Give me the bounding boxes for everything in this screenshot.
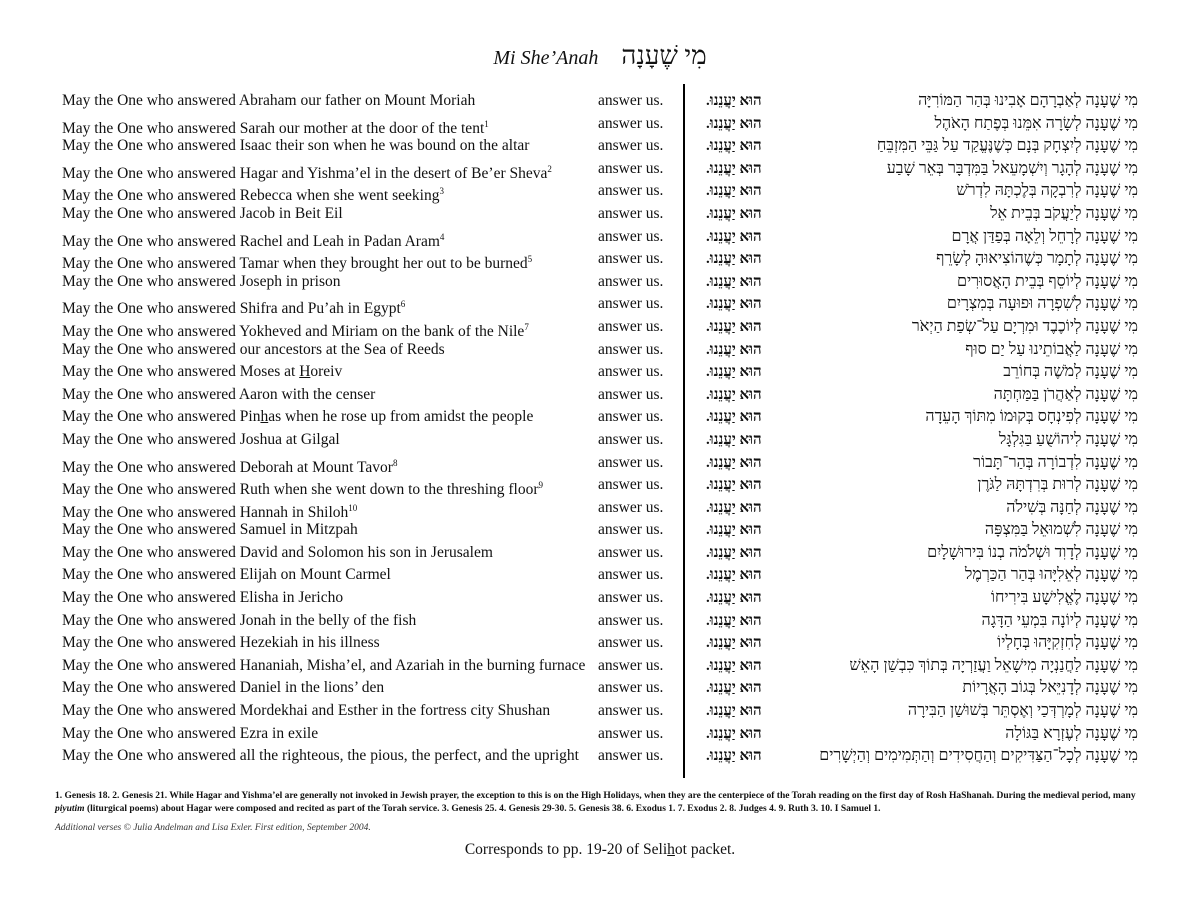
- verse-english: [62, 406, 533, 428]
- verse-row: [0, 610, 1200, 633]
- response-english: answer us.: [598, 679, 664, 697]
- response-english: answer us.: [598, 295, 664, 313]
- response-hebrew: הוּא יַעֲנֵנוּ.: [706, 318, 762, 335]
- footnotes-part2: (liturgical poems) about Hagar were composed and recited as part of the Torah service. 3. Genesis 25. 4. Genesis 29-30. 5. Genesis 38. 6. Exodus 1. 7. Exodus 2. 8. Judges 4. 9. Ruth 3. 10. I Samuel 1.: [84, 804, 881, 814]
- verse-hebrew: מִי שֶׁעָנָה לְמֹשֶׁה בְּחוֹרֵב: [1003, 363, 1138, 381]
- verse-hebrew: מִי שֶׁעָנָה לְרָחֵל וְלֵאָה בְּפַדַּן אֲרָם: [951, 227, 1138, 245]
- verse-row: [0, 226, 1200, 249]
- verse-row: [0, 745, 1200, 768]
- verse-hebrew: מִי שֶׁעָנָה לְשָׂרָה אִמֵּנוּ בְּפֶתַח הָאֹהֶל: [934, 114, 1138, 132]
- response-hebrew: הוּא יַעֲנֵנוּ.: [706, 341, 762, 358]
- response-hebrew: הוּא יַעֲנֵנוּ.: [706, 409, 762, 426]
- response-hebrew: הוּא יַעֲנֵנוּ.: [706, 725, 762, 742]
- response-hebrew: הוּא יַעֲנֵנוּ.: [706, 522, 762, 539]
- corresponds-before: Corresponds to pp. 19-20 of Seli: [464, 841, 668, 858]
- verse-hebrew: מִי שֶׁעָנָה לִיהוֹשֻׁעַ בַּגִּלְגָּל: [998, 430, 1138, 448]
- response-hebrew: הוּא יַעֲנֵנוּ.: [706, 612, 762, 629]
- verse-english-text: May the One who answered Sarah our mother at the door of the tent: [62, 119, 485, 137]
- response-english: answer us.: [598, 724, 664, 742]
- verse-english: [62, 519, 358, 541]
- response-english: answer us.: [598, 634, 664, 652]
- response-english: answer us.: [598, 137, 664, 155]
- response-hebrew: הוּא יַעֲנֵנוּ.: [706, 273, 762, 290]
- verse-english: [62, 542, 493, 564]
- response-english: answer us.: [598, 317, 664, 335]
- response-english: answer us.: [598, 702, 664, 720]
- verse-hebrew: מִי שֶׁעָנָה לַאֲבוֹתֵינוּ עַל יַם סוּף: [965, 340, 1138, 358]
- footnote-marker: 4: [439, 231, 445, 242]
- response-hebrew: הוּא יַעֲנֵנוּ.: [706, 499, 762, 516]
- response-hebrew: הוּא יַעֲנֵנוּ.: [706, 228, 762, 245]
- response-hebrew: הוּא יַעֲנֵנוּ.: [706, 635, 762, 652]
- verse-row: [0, 135, 1200, 158]
- response-hebrew: הוּא יַעֲנֵנוּ.: [706, 544, 762, 561]
- response-hebrew: הוּא יַעֲנֵנוּ.: [706, 703, 762, 720]
- verse-row: [0, 429, 1200, 452]
- footnote-marker: 9: [538, 480, 544, 491]
- verse-english-text: May the One who answered Hannah in Shiloh: [62, 503, 349, 521]
- corresponds-after: ot packet.: [674, 841, 736, 858]
- verse-hebrew: מִי שֶׁעָנָה לְתָמָר כְּשֶׁהוֹצִיאוּהָ לְשָׂרֵף: [936, 250, 1138, 268]
- footnote-marker: 5: [527, 254, 533, 265]
- response-english: answer us.: [598, 521, 664, 539]
- verse-english-text: May the One who answered Deborah at Mount Tavor: [62, 458, 393, 476]
- credits: Additional verses © Julia Andelman and Lisa Exler. First edition, September 2004.: [55, 823, 371, 833]
- verse-row: [0, 519, 1200, 542]
- response-hebrew: הוּא יַעֲנֵנוּ.: [706, 251, 762, 268]
- verse-row: [0, 203, 1200, 226]
- verse-hebrew: מִי שֶׁעָנָה לְחַנָּה בְּשִׁילֹה: [1006, 498, 1138, 516]
- response-english: answer us.: [598, 340, 664, 358]
- verse-english-text: May the One who answered Hananiah, Misha’el, and Azariah in the burning furnace: [62, 656, 586, 674]
- verse-hebrew: מִי שֶׁעָנָה לְמָרְדְּכַי וְאֶסְתֵּר בְּשׁוּשַׁן הַבִּירָה: [907, 702, 1138, 720]
- verse-english-text: May the One who answered Joshua at Gilgal: [62, 430, 340, 448]
- verse-row: [0, 542, 1200, 565]
- verse-row: [0, 677, 1200, 700]
- response-english: answer us.: [598, 453, 664, 471]
- verse-row: [0, 384, 1200, 407]
- verse-english-text: May the One who answered Aaron with the censer: [62, 385, 376, 403]
- verse-english-before: May the One who answered Pin: [62, 408, 261, 426]
- verse-english-text: May the One who answered our ancestors at the Sea of Reeds: [62, 340, 445, 358]
- footnote-marker: 8: [392, 457, 398, 468]
- corresponds-underlined: h: [667, 841, 675, 858]
- response-english: answer us.: [598, 182, 664, 200]
- response-hebrew: הוּא יַעֲנֵנוּ.: [706, 454, 762, 471]
- response-english: answer us.: [598, 498, 664, 516]
- response-english: answer us.: [598, 408, 664, 426]
- response-english: answer us.: [598, 566, 664, 584]
- footnote-marker: 3: [439, 186, 444, 197]
- verse-row: [0, 564, 1200, 587]
- verse-english: [62, 723, 318, 745]
- verse-english-text: May the One who answered Hezekiah in his illness: [62, 634, 380, 652]
- response-hebrew: הוּא יַעֲנֵנוּ.: [706, 296, 762, 313]
- verse-english-text: May the One who answered Samuel in Mitzpah: [62, 521, 358, 539]
- verse-english-text: May the One who answered Isaac their son when he was bound on the altar: [62, 137, 530, 155]
- verse-english: [62, 135, 529, 157]
- verse-english: [62, 429, 340, 451]
- verse-hebrew: מִי שֶׁעָנָה לְרוּת בְּרִדְתָּהּ לַגֹּרֶן: [977, 476, 1138, 494]
- verse-row: [0, 113, 1200, 136]
- verse-english-text: May the One who answered Abraham our father on Mount Moriah: [62, 92, 476, 109]
- verse-english: [62, 90, 475, 112]
- response-english: answer us.: [598, 430, 664, 448]
- verse-english-text: May the One who answered Ezra in exile: [62, 724, 319, 742]
- page-title: [0, 42, 1200, 72]
- verse-hebrew: מִי שֶׁעָנָה לְאַהֲרֹן בַּמַּחְתָּה: [993, 385, 1138, 403]
- verse-hebrew: מִי שֶׁעָנָה לְיוֹסֵף בְּבֵית הָאֲסוּרִים: [956, 272, 1138, 290]
- response-english: answer us.: [598, 656, 664, 674]
- verse-list: [0, 90, 1200, 768]
- verse-english-text: May the One who answered Daniel in the lions’ den: [62, 679, 385, 697]
- verse-row: [0, 700, 1200, 723]
- verse-english-text: May the One who answered Ruth when she went down to the threshing floor: [62, 481, 539, 499]
- verse-row: [0, 90, 1200, 113]
- footnotes-italic-term: piyutim: [55, 804, 85, 814]
- response-english: answer us.: [598, 543, 664, 561]
- verse-english-underlined: H: [299, 363, 311, 381]
- response-english: answer us.: [598, 589, 664, 607]
- response-english: answer us.: [598, 385, 664, 403]
- verse-row: [0, 271, 1200, 294]
- verse-english: [62, 564, 391, 586]
- verse-english: [62, 700, 550, 722]
- verse-row: [0, 723, 1200, 746]
- footnote-marker: 10: [348, 502, 358, 513]
- corresponds-note: [0, 841, 1200, 859]
- response-english: answer us.: [598, 611, 664, 629]
- verse-english-text: May the One who answered Hagar and Yishma’el in the desert of Be’er Sheva: [62, 164, 548, 182]
- verse-english-text: May the One who answered Joseph in prison: [62, 272, 341, 290]
- verse-row: [0, 632, 1200, 655]
- verse-hebrew: מִי שֶׁעָנָה לִדְבוֹרָה בְּהַר־תָּבוֹר: [973, 453, 1138, 471]
- verse-hebrew: מִי שֶׁעָנָה לְדָוִד וּשְׁלֹמֹה בְנוֹ בִּירוּשָׁלָיִם: [927, 543, 1138, 561]
- verse-english-text: May the One who answered Elijah on Mount Carmel: [62, 566, 391, 584]
- verse-english-text: May the One who answered Mordekhai and Esther in the fortress city Shushan: [62, 702, 551, 720]
- verse-english: [62, 361, 342, 383]
- verse-english-text: May the One who answered Rachel and Leah in Padan Aram: [62, 232, 440, 250]
- verse-english: [62, 745, 579, 767]
- response-english: answer us.: [598, 250, 664, 268]
- verse-row: [0, 339, 1200, 362]
- response-hebrew: הוּא יַעֲנֵנוּ.: [706, 183, 762, 200]
- verse-hebrew: מִי שֶׁעָנָה לַחֲנַנְיָה מִישָׁאֵל וַעֲזַרְיָה בְּתוֹךְ כִּבְשַׁן הָאֵשׁ: [849, 656, 1138, 674]
- verse-hebrew: מִי שֶׁעָנָה לְהָגָר וְיִשְׁמָעֵאל בַּמִּדְבָּר בְּאֵר שָׁבַע: [886, 159, 1138, 177]
- verse-hebrew: מִי שֶׁעָנָה לְיַעֲקֹב בְּבֵית אֵל: [990, 204, 1138, 222]
- verse-row: [0, 361, 1200, 384]
- verse-hebrew: מִי שֶׁעָנָה לְחִזְקִיָּהוּ בְּחָלְיוֹ: [997, 634, 1138, 652]
- response-hebrew: הוּא יַעֲנֵנוּ.: [706, 680, 762, 697]
- verse-english-underlined: h: [260, 408, 269, 426]
- response-hebrew: הוּא יַעֲנֵנוּ.: [706, 748, 762, 765]
- verse-row: [0, 293, 1200, 316]
- verse-english: [62, 384, 375, 406]
- verse-row: [0, 655, 1200, 678]
- verse-english-text: May the One who answered Jacob in Beit Eil: [62, 204, 343, 222]
- verse-english-text: May the One who answered all the righteous, the pious, the perfect, and the upright: [62, 747, 579, 765]
- verse-row: [0, 316, 1200, 339]
- response-hebrew: הוּא יַעֲנֵנוּ.: [706, 477, 762, 494]
- response-hebrew: הוּא יַעֲנֵנוּ.: [706, 567, 762, 584]
- verse-english: [62, 655, 585, 677]
- verse-english: [62, 339, 445, 361]
- verse-hebrew: מִי שֶׁעָנָה לְדָנִיֵּאל בְּגוֹב הָאֲרָיוֹת: [962, 679, 1138, 697]
- footnotes: [55, 790, 1145, 816]
- response-hebrew: הוּא יַעֲנֵנוּ.: [706, 590, 762, 607]
- response-hebrew: הוּא יַעֲנֵנוּ.: [706, 431, 762, 448]
- verse-english: [62, 632, 380, 654]
- response-english: answer us.: [598, 92, 664, 109]
- verse-hebrew: מִי שֶׁעָנָה לְשִׁפְרָה וּפוּעָה בְּמִצְרָיִם: [946, 295, 1138, 313]
- verse-hebrew: מִי שֶׁעָנָה לְכָל־הַצַּדִּיקִים וְהַחֲסִידִים וְהַתְּמִימִים וְהַיְשָׁרִים: [819, 747, 1138, 765]
- verse-row: [0, 180, 1200, 203]
- response-english: answer us.: [598, 159, 664, 177]
- verse-hebrew: מִי שֶׁעָנָה לִשְׁמוּאֵל בַּמִּצְפָּה: [984, 521, 1138, 539]
- response-english: answer us.: [598, 227, 664, 245]
- verse-hebrew: מִי שֶׁעָנָה לְפִינְחָס בְּקוּמוֹ מִתּוֹךְ הָעֵדָה: [925, 408, 1138, 426]
- verse-english: [62, 677, 384, 699]
- response-english: answer us.: [598, 747, 664, 765]
- verse-english-text: May the One who answered Tamar when they brought her out to be burned: [62, 255, 528, 273]
- verse-hebrew: מִי שֶׁעָנָה לְאֵלִיָּהוּ בְּהַר הַכַּרְמֶל: [964, 566, 1138, 584]
- verse-hebrew: מִי שֶׁעָנָה לֶאֱלִישָׁע בִּירִיחוֹ: [990, 589, 1138, 607]
- response-hebrew: הוּא יַעֲנֵנוּ.: [706, 364, 762, 381]
- verse-english: [62, 271, 341, 293]
- verse-row: [0, 587, 1200, 610]
- verse-row: [0, 474, 1200, 497]
- response-hebrew: הוּא יַעֲנֵנוּ.: [706, 205, 762, 222]
- verse-hebrew: מִי שֶׁעָנָה לְאַבְרָהָם אָבִינוּ בְּהַר הַמּוֹרִיָּה: [918, 92, 1138, 109]
- verse-hebrew: מִי שֶׁעָנָה לְעֶזְרָא בַּגּוֹלָה: [1005, 724, 1138, 742]
- footnote-marker: 2: [547, 163, 552, 174]
- footnotes-part1: 1. Genesis 18. 2. Genesis 21. While Hagar and Yishma’el are generally not invoked in Jewish prayer, the exception to this is on the High Holidays, when they are the centerpiece of the Torah reading on the first day of Rosh HaShanah. During the medieval period, many: [55, 791, 1136, 801]
- response-english: answer us.: [598, 363, 664, 381]
- footnote-marker: 7: [524, 321, 529, 332]
- verse-english-text: May the One who answered David and Solomon his son in Jerusalem: [62, 543, 493, 561]
- verse-english-text: May the One who answered Elisha in Jericho: [62, 589, 344, 607]
- verse-row: [0, 452, 1200, 475]
- verse-english-text: May the One who answered Yokheved and Miriam on the bank of the Nile: [62, 323, 525, 341]
- response-english: answer us.: [598, 272, 664, 290]
- verse-english-text: May the One who answered Shifra and Pu’ah in Egypt: [62, 300, 401, 318]
- response-hebrew: הוּא יַעֲנֵנוּ.: [706, 115, 762, 132]
- response-hebrew: הוּא יַעֲנֵנוּ.: [706, 93, 762, 109]
- verse-english: [62, 587, 343, 609]
- title-hebrew: מִי שֶׁעָנָה: [621, 41, 707, 70]
- verse-hebrew: מִי שֶׁעָנָה לְיִצְחָק בְּנָם כְּשֶׁנֶּעֱקַד עַל גַּבֵּי הַמִּזְבֵּחַ: [876, 137, 1138, 155]
- verse-english-text: May the One who answered Jonah in the belly of the fish: [62, 611, 417, 629]
- verse-english-after: as when he rose up from amidst the people: [268, 408, 534, 426]
- verse-english-after: oreiv: [310, 363, 343, 381]
- title-english: Mi She’Anah: [493, 47, 599, 69]
- verse-row: [0, 406, 1200, 429]
- verse-row: [0, 497, 1200, 520]
- footnote-marker: 1: [484, 118, 489, 129]
- verse-row: [0, 248, 1200, 271]
- verse-row: [0, 158, 1200, 181]
- verse-hebrew: מִי שֶׁעָנָה לְיוֹכֶבֶד וּמִרְיָם עַל־שְׂפַת הַיְאֹר: [911, 317, 1138, 335]
- verse-english-before: May the One who answered Moses at: [62, 363, 300, 381]
- verse-english: [62, 610, 416, 632]
- response-english: answer us.: [598, 204, 664, 222]
- response-hebrew: הוּא יַעֲנֵנוּ.: [706, 386, 762, 403]
- footnote-marker: 6: [400, 299, 406, 310]
- verse-english: [62, 203, 343, 225]
- response-hebrew: הוּא יַעֲנֵנוּ.: [706, 657, 762, 674]
- verse-hebrew: מִי שֶׁעָנָה לְיוֹנָה בִּמְעֵי הַדָּגָה: [981, 611, 1138, 629]
- response-hebrew: הוּא יַעֲנֵנוּ.: [706, 160, 762, 177]
- verse-english-text: May the One who answered Rebecca when she went seeking: [62, 187, 440, 205]
- response-hebrew: הוּא יַעֲנֵנוּ.: [706, 138, 762, 155]
- verse-hebrew: מִי שֶׁעָנָה לְרִבְקָה בְּלֶכְתָּהּ לִדְרֹשׁ: [956, 182, 1138, 200]
- response-english: answer us.: [598, 114, 664, 132]
- response-english: answer us.: [598, 476, 664, 494]
